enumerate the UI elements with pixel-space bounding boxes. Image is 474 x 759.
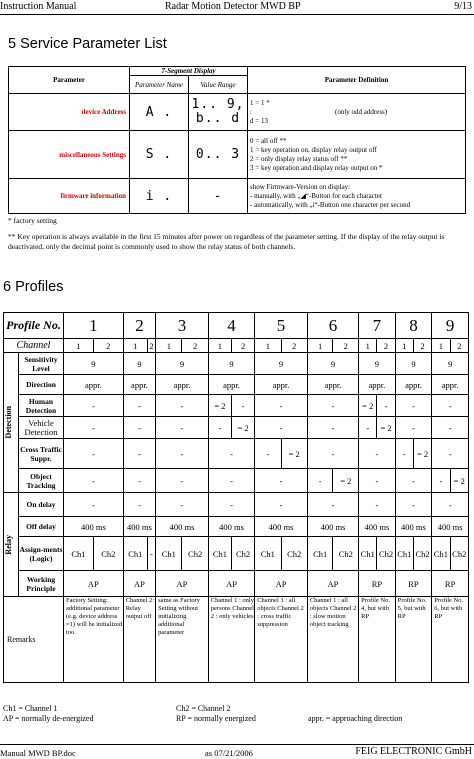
- cell-value: -: [147, 537, 155, 571]
- def-line: 0 = all off **: [250, 136, 287, 145]
- cell-value: Ch1: [156, 537, 182, 571]
- row-label: Off delay: [19, 517, 64, 537]
- cell-value: -: [307, 395, 358, 417]
- def-line: 1 = key operation on, display relay output off: [250, 145, 377, 154]
- cell-value: Ch1: [255, 537, 281, 571]
- cell-value: -: [359, 469, 396, 493]
- cell-value: -: [64, 395, 124, 417]
- group-detection: [4, 353, 19, 493]
- cell-value: RP: [395, 571, 432, 597]
- legend-rp: RP = normally energized: [176, 714, 256, 723]
- profile-number: 9: [432, 313, 469, 339]
- table-row: [9, 179, 466, 214]
- channel-number: 2: [232, 339, 255, 353]
- seg-range: [189, 94, 248, 131]
- remark-cell: Profile No. 4, but with RP: [359, 597, 396, 683]
- cell-value: -: [208, 439, 254, 469]
- cell-value: -: [432, 395, 469, 417]
- channel-number: 2: [182, 339, 208, 353]
- channel-number: 2: [413, 339, 431, 353]
- param-device-address: device Address: [9, 94, 130, 131]
- cell-value: Ch2: [182, 537, 208, 571]
- channel-number: 1: [307, 339, 333, 353]
- profile-number: 6: [307, 313, 358, 339]
- cell-value: 9: [156, 353, 209, 375]
- cell-value: appr.: [432, 375, 469, 395]
- cell-value: -: [123, 469, 155, 493]
- footer-right: FEIG ELECTRONIC GmbH: [355, 746, 472, 757]
- channel-number: 2: [333, 339, 359, 353]
- cell-value: RP: [359, 571, 396, 597]
- cell-value: AP: [208, 571, 254, 597]
- channel-number: 1: [255, 339, 281, 353]
- note-key-operation: ** Key operation is always available in the first 15 minutes after power on regardless of the parameter setting. If the display of the relay output is deactivated, only the decimal point is commonly used to show the relay status of both channels.: [8, 232, 445, 251]
- cell-value: AP: [64, 571, 124, 597]
- cell-value: Ch2: [450, 537, 468, 571]
- row-vehicle: [4, 417, 469, 439]
- def-line: - automatically, with „i“-Button one character per second: [250, 200, 411, 209]
- row-label: Direction: [19, 375, 64, 395]
- cell-value: -: [255, 395, 308, 417]
- cell-value: appr.: [255, 375, 308, 395]
- row-sensitivity: [4, 353, 469, 375]
- row-cross: [4, 439, 469, 469]
- col-parameter: Parameter: [9, 67, 130, 94]
- cell-value: AP: [255, 571, 308, 597]
- row-direction: [4, 375, 469, 395]
- param-misc-settings: miscellaneous Settings: [9, 131, 130, 179]
- profile-number: 3: [156, 313, 209, 339]
- cell-value: appr.: [156, 375, 209, 395]
- cell-value: -: [64, 417, 124, 439]
- profiles-table: [3, 312, 469, 683]
- remark-cell: Factory Setting: additional parameter (e.g. device address =1) will be initialized too.: [64, 597, 124, 683]
- def-line: d = 13: [250, 116, 268, 125]
- cell-value: -: [123, 493, 155, 517]
- cell-value: -: [432, 417, 469, 439]
- cell-value: 9: [395, 353, 432, 375]
- group-relay: [4, 493, 19, 597]
- remarks-label: Remarks: [4, 597, 64, 683]
- remark-cell: Profile No. 6, but with RP: [432, 597, 469, 683]
- cell-value: 400 ms: [255, 517, 308, 537]
- section-title-service: 5 Service Parameter List: [8, 36, 167, 52]
- cell-value: -: [307, 469, 333, 493]
- cell-value: -: [255, 417, 308, 439]
- cell-value: -: [64, 493, 124, 517]
- cell-value: -: [395, 493, 432, 517]
- def-line: :: [250, 107, 252, 116]
- cell-value: -: [359, 417, 377, 439]
- cell-value: -: [156, 439, 209, 469]
- cell-value: 9: [64, 353, 124, 375]
- cell-value: -: [156, 417, 209, 439]
- legend-ch1: Ch1 = Channel 1: [3, 704, 58, 713]
- channel-number: 2: [93, 339, 123, 353]
- channel-number: 1: [64, 339, 94, 353]
- profile-number: 7: [359, 313, 396, 339]
- param-firmware-info: firmware information: [9, 179, 130, 214]
- cell-value: -: [255, 439, 281, 469]
- seg-name: A .: [130, 94, 189, 131]
- seg-range-line: b.. d: [195, 111, 241, 126]
- cell-value: = 2: [208, 395, 231, 417]
- row-object: [4, 469, 469, 493]
- group-detection-label: Detection: [4, 406, 13, 439]
- def-note: (only odd address): [335, 107, 388, 116]
- remark-cell: Channel 2: Relay output off: [123, 597, 155, 683]
- cell-value: Ch2: [377, 537, 395, 571]
- seg-range: 0.. 3: [189, 131, 248, 179]
- cell-value: -: [208, 493, 254, 517]
- cell-value: = 2: [232, 417, 255, 439]
- row-label: Working Principle: [19, 571, 64, 597]
- cell-value: -: [156, 469, 209, 493]
- row-offdelay: [4, 517, 469, 537]
- row-human: [4, 395, 469, 417]
- cell-value: RP: [432, 571, 469, 597]
- row-ondelay: [4, 493, 469, 517]
- channel-number: 1: [359, 339, 377, 353]
- cell-value: -: [307, 439, 358, 469]
- row-label: Assign-ments (Logic): [19, 537, 64, 571]
- cell-value: -: [377, 395, 395, 417]
- section-title-profiles: 6 Profiles: [3, 279, 64, 295]
- legend-ch2: Ch2 = Channel 2: [176, 704, 231, 713]
- cell-value: -: [255, 493, 308, 517]
- cell-value: = 2: [281, 439, 307, 469]
- def-line: - manually, with „◢“-Button for each character: [250, 191, 383, 200]
- profile-number: 5: [255, 313, 308, 339]
- cell-value: Ch2: [93, 537, 123, 571]
- col-value-range: Value Range: [189, 76, 248, 94]
- cell-value: -: [359, 439, 396, 469]
- seg-name: S .: [130, 131, 189, 179]
- cell-value: = 2: [413, 439, 431, 469]
- footer-center: as 07/21/2006: [205, 748, 253, 758]
- remark-cell: Profile No. 5, but with RP: [395, 597, 432, 683]
- header-left: Instruction Manual: [0, 1, 77, 12]
- cell-value: Ch1: [307, 537, 333, 571]
- profile-number: 8: [395, 313, 432, 339]
- header-center: Radar Motion Detector MWD BP: [165, 1, 301, 12]
- cell-value: AP: [156, 571, 209, 597]
- def-cell: [248, 94, 466, 131]
- seg-range: -: [189, 179, 248, 214]
- cell-value: 400 ms: [156, 517, 209, 537]
- cell-value: -: [255, 469, 308, 493]
- cell-value: 400 ms: [395, 517, 432, 537]
- row-assign: [4, 537, 469, 571]
- cell-value: = 2: [377, 417, 395, 439]
- def-line: 1 = 1 *: [250, 98, 270, 107]
- profile-number: 2: [123, 313, 155, 339]
- cell-value: -: [208, 469, 254, 493]
- cell-value: appr.: [395, 375, 432, 395]
- channel-number: 2: [147, 339, 155, 353]
- row-label: Sensitivity Level: [19, 353, 64, 375]
- cell-value: 9: [123, 353, 155, 375]
- cell-value: 9: [359, 353, 396, 375]
- row-label: Object Tracking: [19, 469, 64, 493]
- cell-value: 400 ms: [64, 517, 124, 537]
- cell-value: 400 ms: [307, 517, 358, 537]
- col-7seg: 7-Segment Display: [130, 67, 248, 76]
- channel-label: Channel: [4, 339, 64, 353]
- cell-value: -: [395, 439, 413, 469]
- row-label: Vehicle Detection: [19, 417, 64, 439]
- cell-value: 9: [307, 353, 358, 375]
- legend: [3, 704, 469, 726]
- cell-value: Ch2: [333, 537, 359, 571]
- row-label: On delay: [19, 493, 64, 517]
- channel-row: [4, 339, 469, 353]
- def-cell: [248, 131, 466, 179]
- footer-left: Manual MWD BP.doc: [0, 748, 76, 758]
- channel-number: 2: [281, 339, 307, 353]
- row-working: [4, 571, 469, 597]
- service-parameter-table: [8, 66, 466, 214]
- cell-value: -: [432, 469, 450, 493]
- table-row: [9, 94, 466, 131]
- cell-value: AP: [123, 571, 155, 597]
- remark-cell: Channel 1 : all objects Channel 2 : cross traffic suppression: [255, 597, 308, 683]
- remark-cell: Channel 1 : only persons Channel 2 : only vehicles: [208, 597, 254, 683]
- remark-cell: same as Factory Setting without initializing additional parameter: [156, 597, 209, 683]
- channel-number: 1: [156, 339, 182, 353]
- cell-value: 400 ms: [359, 517, 396, 537]
- cell-value: -: [123, 395, 155, 417]
- channel-number: 1: [395, 339, 413, 353]
- cell-value: Ch2: [232, 537, 255, 571]
- channel-number: 1: [208, 339, 231, 353]
- channel-number: 2: [377, 339, 395, 353]
- cell-value: -: [64, 439, 124, 469]
- cell-value: -: [307, 417, 358, 439]
- col-param-name: Parameter Name: [130, 76, 189, 94]
- seg-name: i .: [130, 179, 189, 214]
- cell-value: appr.: [307, 375, 358, 395]
- legend-appr: appr. = approaching direction: [308, 714, 403, 723]
- profile-number: 1: [64, 313, 124, 339]
- cell-value: Ch1: [395, 537, 413, 571]
- def-line: 3 = key operation and display relay output on *: [250, 163, 383, 172]
- channel-number: 2: [450, 339, 468, 353]
- cell-value: -: [395, 417, 432, 439]
- cell-value: Ch1: [123, 537, 147, 571]
- cell-value: -: [156, 395, 209, 417]
- cell-value: Ch1: [432, 537, 450, 571]
- cell-value: = 2: [359, 395, 377, 417]
- cell-value: -: [156, 493, 209, 517]
- cell-value: = 2: [333, 469, 359, 493]
- cell-value: Ch1: [64, 537, 94, 571]
- cell-value: -: [395, 469, 432, 493]
- row-label: Human Detection: [19, 395, 64, 417]
- cell-value: -: [123, 417, 155, 439]
- cell-value: -: [208, 417, 231, 439]
- cell-value: -: [432, 439, 469, 469]
- channel-number: 1: [123, 339, 147, 353]
- page-footer: [0, 744, 474, 759]
- cell-value: 9: [255, 353, 308, 375]
- cell-value: -: [123, 439, 155, 469]
- cell-value: Ch1: [208, 537, 231, 571]
- cell-value: Ch1: [359, 537, 377, 571]
- cell-value: -: [307, 493, 358, 517]
- cell-value: 400 ms: [123, 517, 155, 537]
- cell-value: 400 ms: [208, 517, 254, 537]
- cell-value: = 2: [450, 469, 468, 493]
- seg-range-line: 1.. 9,: [191, 97, 245, 112]
- note-factory: * factory setting: [8, 216, 57, 225]
- cell-value: -: [64, 469, 124, 493]
- cell-value: 400 ms: [432, 517, 469, 537]
- group-relay-label: Relay: [4, 534, 13, 555]
- def-line: 2 = only display relay status off **: [250, 154, 348, 163]
- cell-value: Ch2: [413, 537, 431, 571]
- cell-value: -: [395, 395, 432, 417]
- legend-ap: AP = normally de-energized: [3, 714, 94, 723]
- header-page-number: 9/13: [454, 1, 472, 12]
- cell-value: appr.: [64, 375, 124, 395]
- cell-value: 9: [432, 353, 469, 375]
- page-header: [0, 0, 474, 15]
- def-line: show Firmware-Version on display:: [250, 182, 351, 191]
- cell-value: appr.: [123, 375, 155, 395]
- cell-value: -: [432, 493, 469, 517]
- profile-number: 4: [208, 313, 254, 339]
- profile-no-label: Profile No.: [4, 313, 64, 339]
- def-cell: [248, 179, 466, 214]
- cell-value: -: [359, 493, 396, 517]
- row-remarks: [4, 597, 469, 683]
- row-label: Cross Traffic Suppr.: [19, 439, 64, 469]
- cell-value: 9: [208, 353, 254, 375]
- cell-value: AP: [307, 571, 358, 597]
- cell-value: -: [232, 395, 255, 417]
- channel-number: 1: [432, 339, 450, 353]
- cell-value: appr.: [208, 375, 254, 395]
- remark-cell: Channel 1 : all objects Channel 2 : slow motion object tracking: [307, 597, 358, 683]
- cell-value: Ch2: [281, 537, 307, 571]
- col-definition: Parameter Definition: [248, 67, 466, 94]
- table-row: [9, 131, 466, 179]
- cell-value: appr.: [359, 375, 396, 395]
